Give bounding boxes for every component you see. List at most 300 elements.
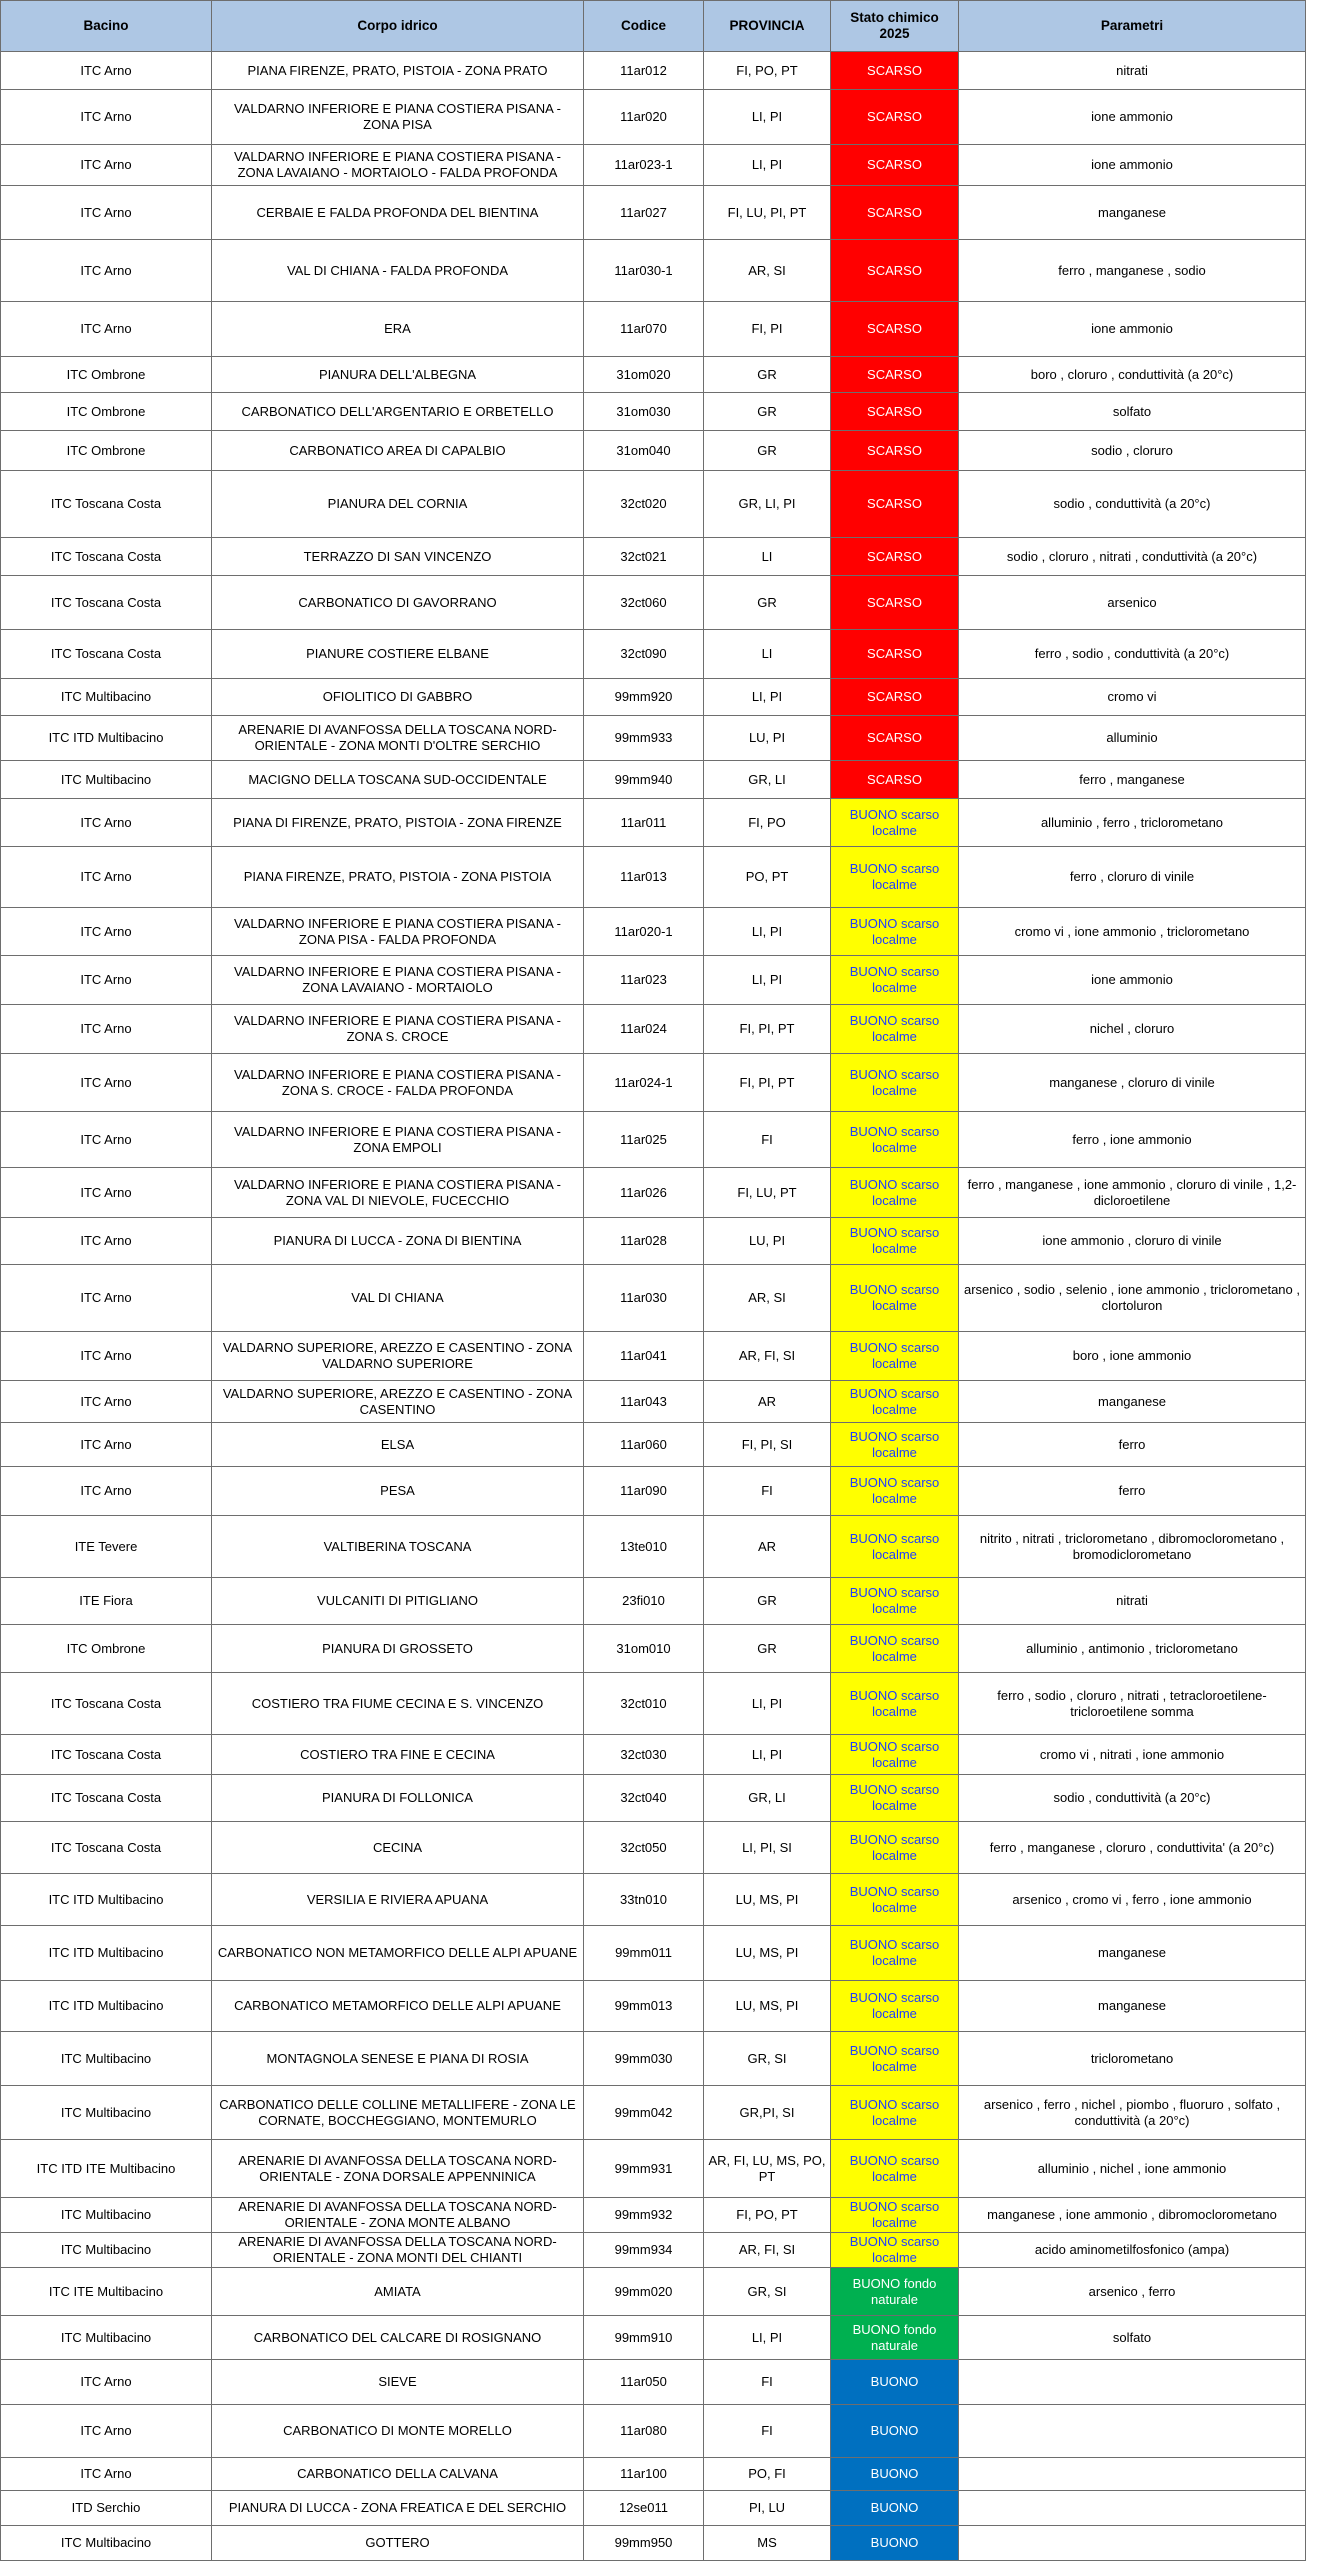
cell-parametri: manganese (959, 186, 1306, 240)
cell-bacino: ITC Toscana Costa (1, 1822, 212, 1874)
cell-parametri: ferro , manganese , ione ammonio , cloruro di vinile , 1,2-dicloroetilene (959, 1168, 1306, 1218)
cell-bacino: ITC Arno (1, 90, 212, 145)
cell-stato-chimico: BUONO scarso localme (831, 1423, 959, 1467)
table-row (1, 2491, 1306, 2526)
cell-codice: 99mm932 (584, 2198, 704, 2233)
table-row (1, 1735, 1306, 1775)
table-row (1, 1112, 1306, 1168)
cell-codice: 11ar070 (584, 302, 704, 357)
cell-codice: 11ar100 (584, 2458, 704, 2491)
cell-provincia: LI, PI (704, 2316, 831, 2360)
cell-parametri: ferro , cloruro di vinile (959, 847, 1306, 908)
cell-corpo-idrico: OFIOLITICO DI GABBRO (212, 679, 584, 716)
cell-stato-chimico: BUONO (831, 2526, 959, 2561)
cell-provincia: PO, FI (704, 2458, 831, 2491)
cell-stato-chimico: BUONO scarso localme (831, 1332, 959, 1381)
cell-provincia: FI, PO, PT (704, 2198, 831, 2233)
cell-corpo-idrico: MACIGNO DELLA TOSCANA SUD-OCCIDENTALE (212, 761, 584, 799)
cell-parametri: ione ammonio (959, 90, 1306, 145)
cell-parametri: ferro (959, 1423, 1306, 1467)
cell-stato-chimico: BUONO scarso localme (831, 1981, 959, 2032)
cell-provincia: FI, PI, PT (704, 1054, 831, 1112)
cell-stato-chimico: SCARSO (831, 302, 959, 357)
table-row (1, 2032, 1306, 2086)
header-row (1, 1, 1306, 52)
table-row (1, 145, 1306, 186)
cell-bacino: ITC Multibacino (1, 2032, 212, 2086)
cell-codice: 99mm920 (584, 679, 704, 716)
cell-stato-chimico: SCARSO (831, 471, 959, 538)
cell-provincia: FI, PO (704, 799, 831, 847)
cell-bacino: ITC Toscana Costa (1, 538, 212, 576)
cell-codice: 11ar050 (584, 2360, 704, 2405)
cell-bacino: ITC Ombrone (1, 357, 212, 393)
table-row (1, 1578, 1306, 1625)
cell-stato-chimico: BUONO scarso localme (831, 1874, 959, 1926)
cell-parametri: boro , ione ammonio (959, 1332, 1306, 1381)
table-row (1, 1673, 1306, 1735)
cell-provincia: FI, LU, PT (704, 1168, 831, 1218)
cell-provincia: LI, PI (704, 956, 831, 1005)
cell-corpo-idrico: VALDARNO INFERIORE E PIANA COSTIERA PISANA - ZONA PISA (212, 90, 584, 145)
cell-corpo-idrico: VAL DI CHIANA (212, 1265, 584, 1332)
cell-provincia: FI (704, 1112, 831, 1168)
cell-codice: 99mm030 (584, 2032, 704, 2086)
cell-parametri (959, 2526, 1306, 2561)
cell-provincia: AR, SI (704, 1265, 831, 1332)
cell-parametri: solfato (959, 393, 1306, 431)
cell-corpo-idrico: COSTIERO TRA FINE E CECINA (212, 1735, 584, 1775)
cell-bacino: ITC Arno (1, 908, 212, 956)
cell-codice: 11ar011 (584, 799, 704, 847)
cell-codice: 33tn010 (584, 1874, 704, 1926)
table-row (1, 2316, 1306, 2360)
cell-bacino: ITC Arno (1, 1381, 212, 1423)
table-row (1, 1874, 1306, 1926)
cell-bacino: ITC Toscana Costa (1, 1735, 212, 1775)
table-row (1, 52, 1306, 90)
cell-parametri: arsenico (959, 576, 1306, 630)
cell-bacino: ITD Serchio (1, 2491, 212, 2526)
cell-corpo-idrico: CARBONATICO NON METAMORFICO DELLE ALPI APUANE (212, 1926, 584, 1981)
cell-bacino: ITC Multibacino (1, 679, 212, 716)
cell-provincia: GR (704, 1578, 831, 1625)
cell-codice: 11ar030 (584, 1265, 704, 1332)
cell-bacino: ITC Toscana Costa (1, 630, 212, 679)
cell-corpo-idrico: TERRAZZO DI SAN VINCENZO (212, 538, 584, 576)
cell-corpo-idrico: PIANURE COSTIERE ELBANE (212, 630, 584, 679)
table-row (1, 186, 1306, 240)
cell-stato-chimico: SCARSO (831, 186, 959, 240)
cell-provincia: AR, SI (704, 240, 831, 302)
cell-parametri: sodio , conduttività (a 20°c) (959, 1775, 1306, 1822)
table-row (1, 1218, 1306, 1265)
cell-bacino: ITC Ombrone (1, 1625, 212, 1673)
cell-bacino: ITC Arno (1, 1423, 212, 1467)
cell-parametri: ferro , manganese (959, 761, 1306, 799)
cell-provincia: GR (704, 431, 831, 471)
cell-provincia: LU, MS, PI (704, 1874, 831, 1926)
cell-stato-chimico: BUONO scarso localme (831, 1673, 959, 1735)
cell-parametri: arsenico , cromo vi , ferro , ione ammonio (959, 1874, 1306, 1926)
cell-parametri: ferro , manganese , cloruro , conduttivita' (a 20°c) (959, 1822, 1306, 1874)
cell-codice: 99mm042 (584, 2086, 704, 2140)
cell-provincia: FI (704, 1467, 831, 1516)
cell-stato-chimico: BUONO scarso localme (831, 1005, 959, 1054)
cell-codice: 99mm934 (584, 2233, 704, 2268)
cell-provincia: MS (704, 2526, 831, 2561)
cell-bacino: ITC Arno (1, 1168, 212, 1218)
cell-provincia: AR (704, 1381, 831, 1423)
cell-stato-chimico: BUONO scarso localme (831, 908, 959, 956)
table-row (1, 2140, 1306, 2198)
cell-parametri: sodio , conduttività (a 20°c) (959, 471, 1306, 538)
cell-parametri: sodio , cloruro (959, 431, 1306, 471)
cell-parametri: nitrito , nitrati , triclorometano , dibromoclorometano , bromodiclorometano (959, 1516, 1306, 1578)
cell-parametri: triclorometano (959, 2032, 1306, 2086)
cell-codice: 99mm013 (584, 1981, 704, 2032)
cell-codice: 11ar025 (584, 1112, 704, 1168)
cell-corpo-idrico: CECINA (212, 1822, 584, 1874)
cell-bacino: ITC ITE Multibacino (1, 2268, 212, 2316)
cell-bacino: ITC Multibacino (1, 2233, 212, 2268)
cell-parametri: solfato (959, 2316, 1306, 2360)
cell-stato-chimico: BUONO scarso localme (831, 1735, 959, 1775)
cell-stato-chimico: SCARSO (831, 538, 959, 576)
cell-provincia: FI, PI, SI (704, 1423, 831, 1467)
cell-parametri: cromo vi , nitrati , ione ammonio (959, 1735, 1306, 1775)
cell-corpo-idrico: PIANURA DI LUCCA - ZONA FREATICA E DEL SERCHIO (212, 2491, 584, 2526)
cell-corpo-idrico: VULCANITI DI PITIGLIANO (212, 1578, 584, 1625)
cell-provincia: GR (704, 576, 831, 630)
cell-codice: 11ar028 (584, 1218, 704, 1265)
cell-provincia: LI, PI (704, 679, 831, 716)
cell-codice: 11ar023 (584, 956, 704, 1005)
cell-parametri: ione ammonio (959, 145, 1306, 186)
cell-parametri: manganese (959, 1381, 1306, 1423)
cell-provincia: GR (704, 1625, 831, 1673)
cell-bacino: ITC Arno (1, 302, 212, 357)
table-row (1, 431, 1306, 471)
table-row (1, 1467, 1306, 1516)
cell-codice: 13te010 (584, 1516, 704, 1578)
cell-stato-chimico: SCARSO (831, 52, 959, 90)
cell-corpo-idrico: CARBONATICO DELLA CALVANA (212, 2458, 584, 2491)
cell-corpo-idrico: AMIATA (212, 2268, 584, 2316)
cell-bacino: ITC Arno (1, 1332, 212, 1381)
cell-bacino: ITC Toscana Costa (1, 1673, 212, 1735)
cell-stato-chimico: BUONO scarso localme (831, 847, 959, 908)
cell-provincia: PI, LU (704, 2491, 831, 2526)
cell-provincia: AR, FI, SI (704, 2233, 831, 2268)
cell-stato-chimico: SCARSO (831, 393, 959, 431)
cell-stato-chimico: BUONO scarso localme (831, 1467, 959, 1516)
cell-bacino: ITC Arno (1, 1265, 212, 1332)
cell-stato-chimico: BUONO scarso localme (831, 1775, 959, 1822)
cell-parametri (959, 2360, 1306, 2405)
cell-stato-chimico: BUONO scarso localme (831, 799, 959, 847)
cell-stato-chimico: BUONO scarso localme (831, 1822, 959, 1874)
cell-corpo-idrico: ARENARIE DI AVANFOSSA DELLA TOSCANA NORD-ORIENTALE - ZONA MONTI DEL CHIANTI (212, 2233, 584, 2268)
cell-parametri (959, 2458, 1306, 2491)
table-row (1, 679, 1306, 716)
cell-bacino: ITC Toscana Costa (1, 1775, 212, 1822)
cell-codice: 32ct050 (584, 1822, 704, 1874)
cell-stato-chimico: SCARSO (831, 630, 959, 679)
header-bacino: Bacino (1, 1, 212, 52)
cell-stato-chimico: BUONO scarso localme (831, 1625, 959, 1673)
cell-stato-chimico: SCARSO (831, 145, 959, 186)
cell-provincia: GR, LI (704, 761, 831, 799)
cell-stato-chimico: BUONO scarso localme (831, 1218, 959, 1265)
cell-parametri (959, 2405, 1306, 2458)
cell-bacino: ITC Arno (1, 240, 212, 302)
cell-provincia: FI, PI (704, 302, 831, 357)
cell-provincia: AR (704, 1516, 831, 1578)
cell-parametri: ferro , ione ammonio (959, 1112, 1306, 1168)
table-row (1, 302, 1306, 357)
cell-parametri: manganese (959, 1926, 1306, 1981)
cell-parametri: alluminio (959, 716, 1306, 761)
cell-corpo-idrico: VERSILIA E RIVIERA APUANA (212, 1874, 584, 1926)
cell-provincia: LI, PI (704, 908, 831, 956)
cell-provincia: LI, PI (704, 90, 831, 145)
cell-parametri: arsenico , sodio , selenio , ione ammonio , triclorometano , clortoluron (959, 1265, 1306, 1332)
cell-provincia: FI, PO, PT (704, 52, 831, 90)
cell-stato-chimico: BUONO scarso localme (831, 2086, 959, 2140)
cell-provincia: LI (704, 630, 831, 679)
cell-parametri: nitrati (959, 52, 1306, 90)
cell-codice: 99mm931 (584, 2140, 704, 2198)
cell-provincia: AR, FI, LU, MS, PO, PT (704, 2140, 831, 2198)
cell-provincia: AR, FI, SI (704, 1332, 831, 1381)
cell-bacino: ITC Ombrone (1, 431, 212, 471)
cell-corpo-idrico: CARBONATICO DI MONTE MORELLO (212, 2405, 584, 2458)
cell-parametri: ferro (959, 1467, 1306, 1516)
cell-corpo-idrico: VALDARNO INFERIORE E PIANA COSTIERA PISANA - ZONA EMPOLI (212, 1112, 584, 1168)
cell-codice: 11ar080 (584, 2405, 704, 2458)
cell-corpo-idrico: ERA (212, 302, 584, 357)
cell-bacino: ITC Multibacino (1, 2086, 212, 2140)
cell-corpo-idrico: VAL DI CHIANA - FALDA PROFONDA (212, 240, 584, 302)
cell-corpo-idrico: PIANURA DELL'ALBEGNA (212, 357, 584, 393)
cell-bacino: ITC Arno (1, 52, 212, 90)
table-row (1, 90, 1306, 145)
table-row (1, 393, 1306, 431)
cell-provincia: LU, PI (704, 1218, 831, 1265)
table-row (1, 1822, 1306, 1874)
cell-codice: 11ar012 (584, 52, 704, 90)
cell-codice: 99mm910 (584, 2316, 704, 2360)
table-row (1, 240, 1306, 302)
cell-stato-chimico: SCARSO (831, 431, 959, 471)
cell-corpo-idrico: ARENARIE DI AVANFOSSA DELLA TOSCANA NORD-ORIENTALE - ZONA DORSALE APPENNINICA (212, 2140, 584, 2198)
cell-corpo-idrico: PESA (212, 1467, 584, 1516)
cell-corpo-idrico: PIANA FIRENZE, PRATO, PISTOIA - ZONA PRATO (212, 52, 584, 90)
cell-codice: 99mm011 (584, 1926, 704, 1981)
cell-parametri: acido aminometilfosfonico (ampa) (959, 2233, 1306, 2268)
cell-stato-chimico: SCARSO (831, 761, 959, 799)
cell-corpo-idrico: VALDARNO INFERIORE E PIANA COSTIERA PISANA - ZONA S. CROCE - FALDA PROFONDA (212, 1054, 584, 1112)
table-row (1, 630, 1306, 679)
cell-corpo-idrico: CARBONATICO DI GAVORRANO (212, 576, 584, 630)
cell-parametri: nitrati (959, 1578, 1306, 1625)
cell-bacino: ITC Ombrone (1, 393, 212, 431)
cell-provincia: LI, PI (704, 145, 831, 186)
cell-parametri: ione ammonio (959, 956, 1306, 1005)
cell-codice: 31om020 (584, 357, 704, 393)
cell-stato-chimico: BUONO scarso localme (831, 2198, 959, 2233)
cell-bacino: ITC Arno (1, 799, 212, 847)
cell-provincia: LU, MS, PI (704, 1926, 831, 1981)
cell-provincia: GR,PI, SI (704, 2086, 831, 2140)
cell-corpo-idrico: CARBONATICO DEL CALCARE DI ROSIGNANO (212, 2316, 584, 2360)
cell-corpo-idrico: PIANURA DI GROSSETO (212, 1625, 584, 1673)
cell-corpo-idrico: SIEVE (212, 2360, 584, 2405)
cell-bacino: ITE Tevere (1, 1516, 212, 1578)
cell-parametri: nichel , cloruro (959, 1005, 1306, 1054)
cell-provincia: LI (704, 538, 831, 576)
cell-provincia: FI (704, 2360, 831, 2405)
cell-parametri: arsenico , ferro , nichel , piombo , fluoruro , solfato , conduttività (a 20°c) (959, 2086, 1306, 2140)
table-row (1, 2360, 1306, 2405)
cell-bacino: ITC Multibacino (1, 2316, 212, 2360)
cell-stato-chimico: BUONO scarso localme (831, 2032, 959, 2086)
cell-provincia: LU, PI (704, 716, 831, 761)
cell-stato-chimico: SCARSO (831, 716, 959, 761)
cell-stato-chimico: BUONO (831, 2491, 959, 2526)
cell-stato-chimico: BUONO (831, 2458, 959, 2491)
cell-provincia: LI, PI, SI (704, 1822, 831, 1874)
cell-parametri: cromo vi (959, 679, 1306, 716)
cell-bacino: ITC Arno (1, 1005, 212, 1054)
cell-stato-chimico: BUONO scarso localme (831, 1054, 959, 1112)
cell-provincia: GR, SI (704, 2032, 831, 2086)
cell-codice: 32ct021 (584, 538, 704, 576)
cell-stato-chimico: BUONO scarso localme (831, 1112, 959, 1168)
cell-corpo-idrico: CARBONATICO AREA DI CAPALBIO (212, 431, 584, 471)
cell-codice: 11ar060 (584, 1423, 704, 1467)
table-row (1, 1332, 1306, 1381)
cell-bacino: ITC Arno (1, 1112, 212, 1168)
cell-codice: 32ct060 (584, 576, 704, 630)
cell-corpo-idrico: GOTTERO (212, 2526, 584, 2561)
cell-codice: 99mm940 (584, 761, 704, 799)
table-row (1, 2526, 1306, 2561)
cell-corpo-idrico: ELSA (212, 1423, 584, 1467)
cell-corpo-idrico: VALDARNO INFERIORE E PIANA COSTIERA PISANA - ZONA LAVAIANO - MORTAIOLO - FALDA PROFONDA (212, 145, 584, 186)
cell-corpo-idrico: PIANURA DI LUCCA - ZONA DI BIENTINA (212, 1218, 584, 1265)
table-row (1, 847, 1306, 908)
table-row (1, 799, 1306, 847)
cell-codice: 32ct040 (584, 1775, 704, 1822)
cell-corpo-idrico: VALDARNO SUPERIORE, AREZZO E CASENTINO - ZONA CASENTINO (212, 1381, 584, 1423)
table-row (1, 1054, 1306, 1112)
cell-corpo-idrico: MONTAGNOLA SENESE E PIANA DI ROSIA (212, 2032, 584, 2086)
cell-provincia: LI, PI (704, 1673, 831, 1735)
cell-codice: 11ar090 (584, 1467, 704, 1516)
cell-bacino: ITC Arno (1, 145, 212, 186)
cell-corpo-idrico: VALDARNO INFERIORE E PIANA COSTIERA PISANA - ZONA LAVAIANO - MORTAIOLO (212, 956, 584, 1005)
cell-stato-chimico: BUONO (831, 2405, 959, 2458)
cell-corpo-idrico: COSTIERO TRA FIUME CECINA E S. VINCENZO (212, 1673, 584, 1735)
cell-corpo-idrico: VALDARNO INFERIORE E PIANA COSTIERA PISANA - ZONA VAL DI NIEVOLE, FUCECCHIO (212, 1168, 584, 1218)
table-row (1, 1168, 1306, 1218)
cell-stato-chimico: BUONO fondo naturale (831, 2316, 959, 2360)
cell-provincia: LI, PI (704, 1735, 831, 1775)
cell-stato-chimico: BUONO (831, 2360, 959, 2405)
cell-codice: 11ar043 (584, 1381, 704, 1423)
cell-parametri: alluminio , ferro , triclorometano (959, 799, 1306, 847)
header-provincia: PROVINCIA (704, 1, 831, 52)
cell-bacino: ITC Multibacino (1, 2526, 212, 2561)
cell-codice: 99mm020 (584, 2268, 704, 2316)
cell-bacino: ITC ITD Multibacino (1, 1926, 212, 1981)
cell-corpo-idrico: VALDARNO SUPERIORE, AREZZO E CASENTINO - ZONA VALDARNO SUPERIORE (212, 1332, 584, 1381)
cell-codice: 11ar023-1 (584, 145, 704, 186)
cell-provincia: GR, LI, PI (704, 471, 831, 538)
cell-bacino: ITC Arno (1, 186, 212, 240)
cell-parametri: ferro , sodio , cloruro , nitrati , tetracloroetilene-tricloroetilene somma (959, 1673, 1306, 1735)
cell-parametri: cromo vi , ione ammonio , triclorometano (959, 908, 1306, 956)
cell-bacino: ITC Arno (1, 1467, 212, 1516)
cell-stato-chimico: SCARSO (831, 90, 959, 145)
cell-codice: 11ar030-1 (584, 240, 704, 302)
cell-bacino: ITC Multibacino (1, 761, 212, 799)
table-row (1, 2086, 1306, 2140)
header-codice: Codice (584, 1, 704, 52)
cell-codice: 31om040 (584, 431, 704, 471)
table-row (1, 2233, 1306, 2268)
cell-codice: 11ar013 (584, 847, 704, 908)
table-row (1, 1265, 1306, 1332)
table-row (1, 1981, 1306, 2032)
cell-provincia: FI, LU, PI, PT (704, 186, 831, 240)
cell-bacino: ITC Toscana Costa (1, 471, 212, 538)
cell-parametri: manganese , cloruro di vinile (959, 1054, 1306, 1112)
cell-bacino: ITC Toscana Costa (1, 576, 212, 630)
cell-provincia: LU, MS, PI (704, 1981, 831, 2032)
cell-bacino: ITC Multibacino (1, 2198, 212, 2233)
cell-codice: 11ar020 (584, 90, 704, 145)
cell-corpo-idrico: VALTIBERINA TOSCANA (212, 1516, 584, 1578)
cell-codice: 11ar041 (584, 1332, 704, 1381)
cell-codice: 32ct010 (584, 1673, 704, 1735)
cell-bacino: ITC Arno (1, 956, 212, 1005)
table-row (1, 1775, 1306, 1822)
cell-codice: 11ar027 (584, 186, 704, 240)
cell-codice: 11ar024 (584, 1005, 704, 1054)
cell-stato-chimico: BUONO scarso localme (831, 2140, 959, 2198)
cell-bacino: ITC Arno (1, 1054, 212, 1112)
cell-codice: 11ar020-1 (584, 908, 704, 956)
cell-codice: 32ct020 (584, 471, 704, 538)
cell-corpo-idrico: PIANA FIRENZE, PRATO, PISTOIA - ZONA PISTOIA (212, 847, 584, 908)
cell-bacino: ITC ITD ITE Multibacino (1, 2140, 212, 2198)
cell-corpo-idrico: CERBAIE E FALDA PROFONDA DEL BIENTINA (212, 186, 584, 240)
cell-parametri: sodio , cloruro , nitrati , conduttività (a 20°c) (959, 538, 1306, 576)
cell-parametri: ione ammonio , cloruro di vinile (959, 1218, 1306, 1265)
cell-parametri: ferro , manganese , sodio (959, 240, 1306, 302)
cell-corpo-idrico: VALDARNO INFERIORE E PIANA COSTIERA PISANA - ZONA S. CROCE (212, 1005, 584, 1054)
table-row (1, 538, 1306, 576)
cell-corpo-idrico: CARBONATICO DELLE COLLINE METALLIFERE - ZONA LE CORNATE, BOCCHEGGIANO, MONTEMURLO (212, 2086, 584, 2140)
cell-codice: 11ar024-1 (584, 1054, 704, 1112)
cell-bacino: ITC ITD Multibacino (1, 1981, 212, 2032)
table-row (1, 1926, 1306, 1981)
cell-stato-chimico: BUONO scarso localme (831, 2233, 959, 2268)
cell-stato-chimico: SCARSO (831, 240, 959, 302)
